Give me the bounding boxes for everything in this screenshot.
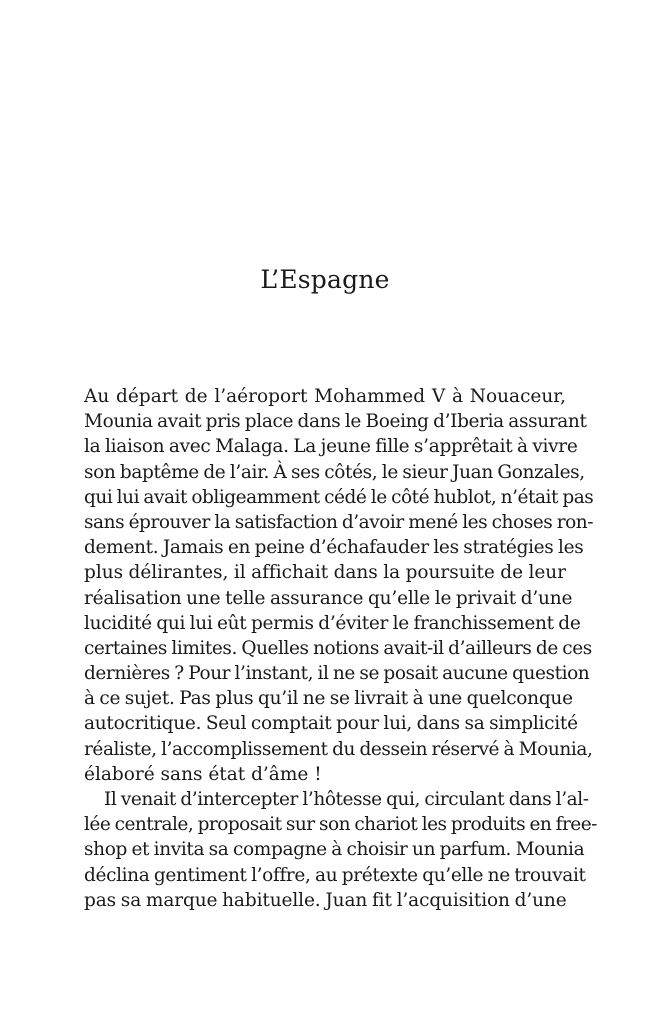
text-line: Il venait d’intercepter l’hôtesse qui, circulant dans l’al- xyxy=(104,789,589,810)
chapter-body xyxy=(84,384,597,913)
text-line: qui lui avait obligeamment cédé le côté hublot, n’était pas xyxy=(84,486,594,508)
text-line: Mounia avait pris place dans le Boeing d’Iberia assurant xyxy=(84,411,587,433)
text-line: la liaison avec Malaga. La jeune fille s’apprêtait à vivre xyxy=(84,436,578,458)
text-line: élaboré sans état d’âme ! xyxy=(84,763,322,785)
text-line: shop et invita sa compagne à choisir un parfum. Mounia xyxy=(84,839,585,861)
text-line: déclina gentiment l’offre, au prétexte qu’elle ne trouvait xyxy=(84,864,586,886)
text-line: son baptême de l’air. À ses côtés, le sieur Juan Gonzales, xyxy=(84,461,585,483)
text-line: plus délirantes, il affichait dans la poursuite de leur xyxy=(84,562,566,584)
text-line: lée centrale, proposait sur son chariot les produits en free- xyxy=(84,814,597,836)
paragraph-1 xyxy=(84,384,594,787)
text-line: lucidité qui lui eût permis d’éviter le franchissement de xyxy=(84,612,581,634)
chapter-title: L’Espagne xyxy=(260,265,390,294)
text-line: dement. Jamais en peine d’échafauder les stratégies les xyxy=(84,537,584,559)
text-line: autocritique. Seul comptait pour lui, dans sa simplicité xyxy=(84,713,578,735)
text-line: à ce sujet. Pas plus qu’il ne se livrait à une quelconque xyxy=(84,688,573,710)
text-line: Au départ de l’aéroport Mohammed V à Nouaceur, xyxy=(84,386,566,407)
text-line: pas sa marque habituelle. Juan fit l’acquisition d’une xyxy=(84,889,567,911)
text-line: dernières ? Pour l’instant, il ne se posait aucune question xyxy=(84,663,590,685)
text-line: certaines limites. Quelles notions avait-il d’ailleurs de ces xyxy=(84,637,592,659)
text-line: réaliste, l’accomplissement du dessein réservé à Mounia, xyxy=(84,738,593,760)
text-line: sans éprouver la satisfaction d’avoir mené les choses ron- xyxy=(84,511,594,533)
paragraph-2 xyxy=(84,787,597,913)
text-line: réalisation une telle assurance qu’elle le privait d’une xyxy=(84,587,573,609)
